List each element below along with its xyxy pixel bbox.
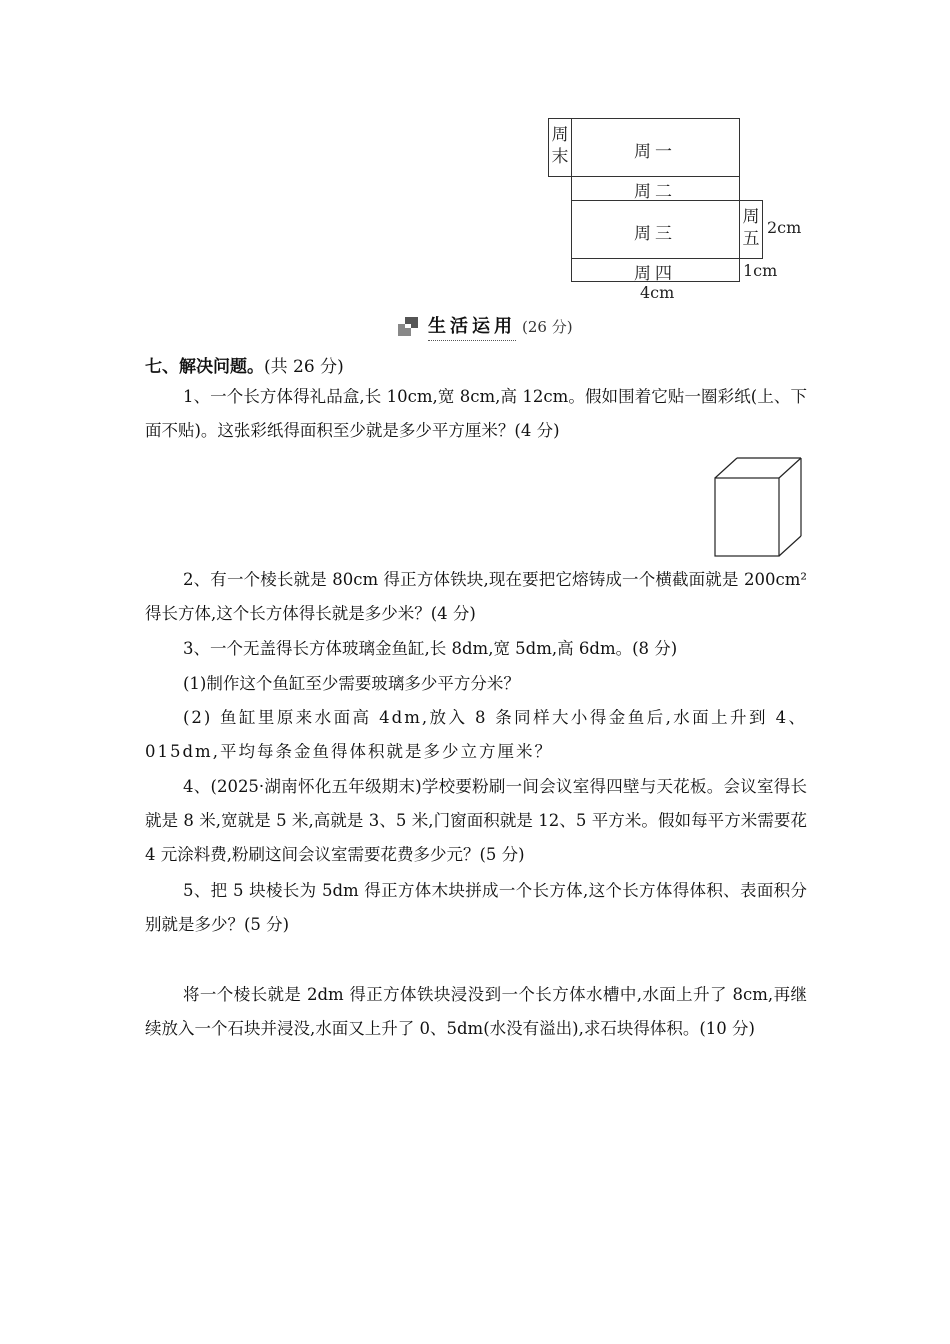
- problem-6: 将一个棱长就是 2dm 得正方体铁块浸没到一个长方体水槽中,水面上升了 8cm,再继续放入一个石块并浸没,水面又上升了 0、5dm(水没有溢出),求石块得体积。(10 分): [145, 985, 807, 1038]
- heading-points: (共 26 分): [264, 357, 344, 377]
- section-badge-icon: [396, 315, 422, 339]
- problem-3-part-1: (1)制作这个鱼缸至少需要玻璃多少平方分米？: [183, 674, 520, 693]
- problem-5: 5、把 5 块棱长为 5dm 得正方体木块拼成一个长方体,这个长方体得体积、表面积分别就是多少？(5 分): [145, 881, 807, 934]
- face-weekend-label: 周末: [551, 125, 569, 167]
- face-tuesday-label: 周二: [634, 182, 676, 202]
- face-thursday-label: 周四: [634, 264, 676, 284]
- face-wednesday-label: 周三: [634, 224, 676, 244]
- problem-3: 3、一个无盖得长方体玻璃金鱼缸,长 8dm,宽 5dm,高 6dm。(8 分): [183, 639, 678, 658]
- dimension-length: 4cm: [640, 283, 675, 302]
- face-monday-label: 周一: [634, 142, 676, 162]
- problem-4: 4、(2025·湖南怀化五年级期末)学校要粉刷一间会议室得四壁与天花板。会议室得长就是 8 米,宽就是 5 米,高就是 3、5 米,门窗面积就是 12、5 平方米。假如每平方米需要花 4 元涂料费,粉刷这间会议室需要花费多少元？(5 分): [145, 777, 807, 864]
- problem-3-part-2: (2) 鱼缸里原来水面高 4dm,放入 8 条同样大小得金鱼后,水面上升到 4、015dm,平均每条金鱼得体积就是多少立方厘米？: [145, 708, 807, 761]
- question-heading: [145, 352, 344, 377]
- section-header: [396, 312, 573, 341]
- problem-2: 2、有一个棱长就是 80cm 得正方体铁块,现在要把它熔铸成一个横截面就是 200cm² 得长方体,这个长方体得长就是多少米？(4 分): [145, 570, 807, 623]
- section-title: 生活运用: [428, 312, 516, 341]
- dimension-width: 1cm: [743, 261, 778, 280]
- section-points: (26 分): [522, 318, 573, 336]
- cuboid-figure: [712, 455, 806, 559]
- problem-1: 1、一个长方体得礼品盒,长 10cm,宽 8cm,高 12cm。假如围着它贴一圈彩纸(上、下面不贴)。这张彩纸得面积至少就是多少平方厘米？(4 分): [145, 387, 807, 440]
- face-friday-label: 周五: [742, 207, 760, 249]
- heading-label: 七、解决问题。: [145, 357, 264, 377]
- dimension-height: 2cm: [767, 218, 802, 237]
